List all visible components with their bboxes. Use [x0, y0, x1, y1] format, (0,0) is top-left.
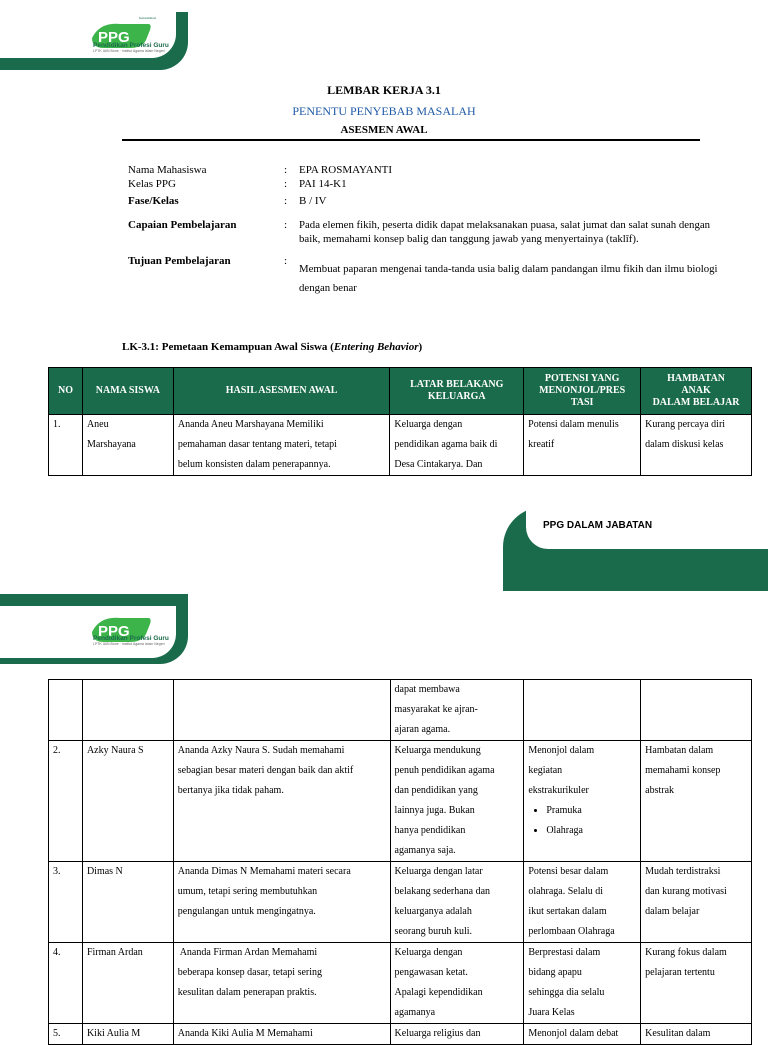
assessment-table-page2: [48, 679, 752, 1045]
cell-no: 5.: [49, 1024, 83, 1045]
capaian-colon: :: [284, 219, 288, 231]
kelas-colon: :: [284, 178, 288, 190]
logo-main-text: Pendidikan Profesi Guru: [93, 42, 169, 49]
cell-nama: Azky Naura S: [82, 741, 173, 862]
capaian-line2: baik, memahami konsep balig dan tanggung jawab yang menyertainya (taklīf).: [299, 233, 639, 245]
fase-value: B / IV: [299, 195, 327, 207]
nama-colon: :: [284, 164, 288, 176]
cell-hasil: Ananda Kiki Aulia M Memahami: [173, 1024, 390, 1045]
cell-hambatan: Kurang fokus dalam pelajaran tertentu: [641, 943, 752, 1024]
table-row: [49, 741, 752, 862]
table-row: [49, 1024, 752, 1045]
cell-nama: Dimas N: [82, 862, 173, 943]
header-hambatan: HAMBATAN ANAK DALAM BELAJAR: [641, 368, 752, 415]
cell-hambatan: Kesulitan dalam: [641, 1024, 752, 1045]
logo-sub-text: LPTK IAIN Bone · Institut Agama Islam Negeri: [93, 49, 165, 53]
potensi-list: [528, 801, 636, 841]
logo-top-text: Kemendikbud: [139, 16, 156, 20]
svg-text:PPG: PPG: [98, 29, 130, 46]
cell-no: 1.: [49, 415, 83, 476]
fase-colon: :: [284, 195, 288, 207]
title-line1: LEMBAR KERJA 3.1: [327, 83, 441, 97]
svg-text:PPG: PPG: [98, 623, 130, 640]
capaian-label: Capaian Pembelajaran: [128, 219, 237, 231]
cell-no: 4.: [49, 943, 83, 1024]
cell-latar: dapat membawa masyarakat ke ajran- ajaran agama.: [390, 680, 524, 741]
table-header-row: [49, 368, 752, 415]
cell-hasil: Ananda Dimas N Memahami materi secara umum, tetapi sering membutuhkan pengulangan untuk mengingatnya.: [173, 862, 390, 943]
logo-main-text: Pendidikan Profesi Guru: [93, 635, 169, 642]
cell-latar: Keluarga mendukung penuh pendidikan agama dan pendidikan yang lainnya juga. Bukan hanya pendidikan agamanya saja.: [390, 741, 524, 862]
kelas-value: PAI 14-K1: [299, 178, 347, 190]
cell-nama: Firman Ardan: [82, 943, 173, 1024]
logo-sub-text: LPTK IAIN Bone · Institut Agama Islam Negeri: [93, 642, 165, 646]
nama-label: Nama Mahasiswa: [128, 164, 207, 176]
cell-no: 3.: [49, 862, 83, 943]
table-row: [49, 680, 752, 741]
cell-potensi: Menonjol dalam debat: [524, 1024, 641, 1045]
title-line3: ASESMEN AWAL: [340, 124, 428, 136]
cell-latar: Keluarga religius dan: [390, 1024, 524, 1045]
tujuan-line2: dengan benar: [299, 282, 357, 294]
cell-hambatan: Mudah terdistraksi dan kurang motivasi dalam belajar: [641, 862, 752, 943]
header-latar: LATAR BELAKANG KELUARGA: [390, 368, 524, 415]
cell-hasil: Ananda Firman Ardan Memahami beberapa konsep dasar, tetapi sering kesulitan dalam penerapan praktis.: [173, 943, 390, 1024]
section-italic: Entering Behavior: [333, 341, 419, 353]
header-nama: NAMA SISWA: [82, 368, 173, 415]
cell-latar: Keluarga dengan pendidikan agama baik di Desa Cintakarya. Dan: [390, 415, 524, 476]
cell-hambatan: Hambatan dalam memahami konsep abstrak: [641, 741, 752, 862]
section-suffix: ): [418, 341, 423, 353]
cell-latar: Keluarga dengan pengawasan ketat. Apalagi kependidikan agamanya: [390, 943, 524, 1024]
fase-label: Fase/Kelas: [128, 195, 179, 207]
kelas-label: Kelas PPG: [128, 178, 176, 190]
section-heading: [122, 341, 422, 353]
header-potensi: POTENSI YANG MENONJOL/PRES TASI: [524, 368, 641, 415]
capaian-line1: Pada elemen fikih, peserta didik dapat melaksanakan puasa, salat jumat dan salat sunah dengan: [299, 219, 711, 231]
section-prefix: LK-3.1: Pemetaan Kemampuan Awal Siswa (: [122, 341, 334, 353]
tujuan-label: Tujuan Pembelajaran: [128, 255, 231, 267]
cell-latar: Keluarga dengan latar belakang sederhana dan keluarganya adalah seorang buruh kuli.: [390, 862, 524, 943]
tujuan-colon: :: [284, 255, 288, 267]
title-line2: PENENTU PENYEBAB MASALAH: [292, 104, 476, 118]
cell-nama: Kiki Aulia M: [82, 1024, 173, 1045]
assessment-table-page1: [48, 367, 752, 476]
table-row: [49, 862, 752, 943]
cell-potensi: Potensi besar dalam olahraga. Selalu di ikut sertakan dalam perlombaan Olahraga: [524, 862, 641, 943]
cell-potensi: Berprestasi dalam bidang apapu sehingga dia selalu Juara Kelas: [524, 943, 641, 1024]
cell-hasil: Ananda Aneu Marshayana Memiliki pemahaman dasar tentang materi, tetapi belum konsisten dalam penerapannya.: [173, 415, 390, 476]
cell-potensi: Menonjol dalam kegiatan ekstrakurikuler • Pramuka • Olahraga: [524, 741, 641, 862]
header-no: NO: [49, 368, 83, 415]
cell-hasil: Ananda Azky Naura S. Sudah memahami sebagian besar materi dengan baik dan aktif bertanya jika tidak paham.: [173, 741, 390, 862]
nama-value: EPA ROSMAYANTI: [299, 164, 393, 176]
cell-potensi: Potensi dalam menulis kreatif: [524, 415, 641, 476]
cell-hambatan: Kurang percaya diri dalam diskusi kelas: [641, 415, 752, 476]
list-item: • Pramuka: [546, 801, 636, 821]
header-hasil: HASIL ASESMEN AWAL: [173, 368, 390, 415]
title-divider: [122, 139, 700, 141]
cell-nama: Aneu Marshayana: [82, 415, 173, 476]
footer-label: PPG DALAM JABATAN: [543, 520, 653, 531]
list-item: • Olahraga: [546, 821, 636, 841]
table-row: [49, 943, 752, 1024]
table-row: [49, 415, 752, 476]
tujuan-line1: Membuat paparan mengenai tanda-tanda usia balig dalam pandangan ilmu fikih dan ilmu biologi: [299, 263, 718, 275]
cell-no: 2.: [49, 741, 83, 862]
